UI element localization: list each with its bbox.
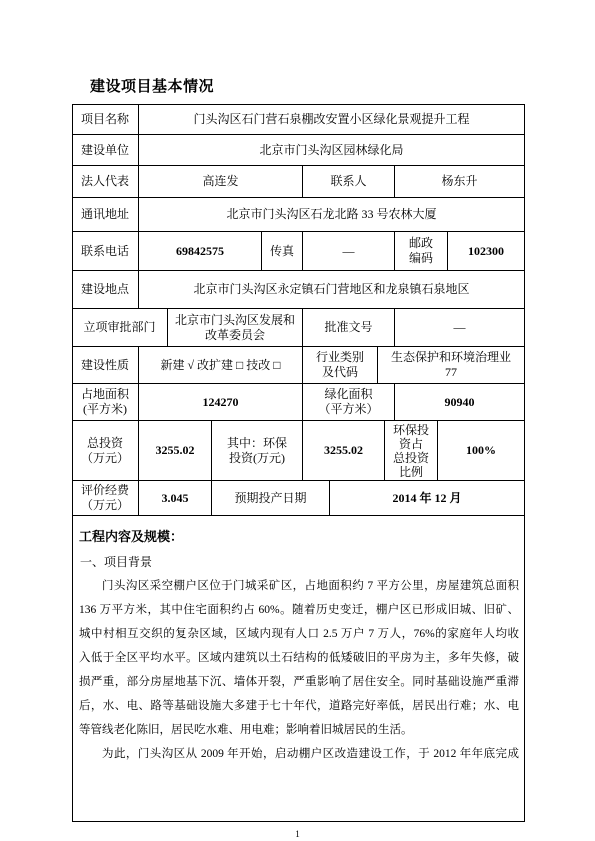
- paragraph-line: 损严重，部分房屋地基下沉、墙体开裂，严重影响了居住安全。同时基础设施严重滞: [79, 676, 519, 688]
- assessment-fee-label: 评价经费 （万元）: [72, 481, 139, 516]
- project-name-label: 项目名称: [72, 104, 139, 135]
- contact-person-label: 联系人: [303, 166, 395, 198]
- project-info-form: [72, 104, 525, 822]
- land-area-value: 124270: [139, 384, 303, 421]
- construction-unit-value: 北京市门头沟区园林绿化局: [139, 135, 525, 166]
- fax-value: —: [303, 232, 395, 271]
- paragraph-line: 136 万平方米，其中住宅面积约占 60%。随着历史变迁，棚户区已形成旧城、旧矿、: [79, 604, 519, 616]
- industry-category-label: 行业类别 及代码: [303, 347, 378, 384]
- mailing-address-label: 通讯地址: [72, 198, 139, 232]
- green-area-label: 绿化面积 （平方米）: [303, 384, 395, 421]
- industry-category-value: 生态保护和环境治理业 77: [378, 347, 525, 384]
- total-investment-label: 总投资 （万元）: [72, 421, 139, 481]
- approval-department-value: 北京市门头沟区发展和 改革委员会: [168, 309, 303, 347]
- environmental-investment-ratio-value: 100%: [438, 421, 525, 481]
- page-number: 1: [295, 829, 300, 839]
- postal-code-label: 邮政 编码: [395, 232, 448, 271]
- expected-production-date-value: 2014 年 12 月: [330, 481, 525, 516]
- project-content-section: [72, 516, 525, 822]
- paragraph-line: 后，水、电、路等基础设施大多建于七十年代，道路完好率低，居民出行难；水、电: [79, 700, 519, 712]
- project-name-value: 门头沟区石门营石泉棚改安置小区绿化景观提升工程: [139, 104, 525, 135]
- mailing-address-value: 北京市门头沟区石龙北路 33 号农林大厦: [139, 198, 525, 232]
- section-heading: 工程内容及规模：: [79, 529, 184, 544]
- assessment-fee-value: 3.045: [139, 481, 212, 516]
- paragraph-line: 入低于全区平均水平。区域内建筑以土石结构的低矮破旧的平房为主，多年失修，破: [79, 652, 519, 664]
- construction-unit-label: 建设单位: [72, 135, 139, 166]
- environmental-investment-ratio-label: 环保投 资占 总投资 比例: [385, 421, 438, 481]
- approval-department-label: 立项审批部门: [72, 309, 168, 347]
- construction-site-value: 北京市门头沟区永定镇石门营地区和龙泉镇石泉地区: [139, 271, 525, 309]
- phone-value: 69842575: [139, 232, 262, 271]
- paragraph-line: 为此，门头沟区从 2009 年开始，启动棚户区改造建设工作，于 2012 年年底完成: [102, 748, 519, 760]
- page-title: 建设项目基本情况: [90, 79, 215, 95]
- paragraph-line: 门头沟区采空棚户区位于门城采矿区，占地面积约 7 平方公里，房屋建筑总面积: [102, 580, 519, 592]
- green-area-value: 90940: [395, 384, 525, 421]
- construction-nature-value: 新建 √ 改扩建 □ 技改 □: [139, 347, 303, 384]
- legal-representative-value: 高连发: [139, 166, 303, 198]
- contact-person-value: 杨东升: [395, 166, 525, 198]
- construction-site-label: 建设地点: [72, 271, 139, 309]
- legal-representative-label: 法人代表: [72, 166, 139, 198]
- approval-number-label: 批准文号: [303, 309, 395, 347]
- land-area-label: 占地面积 (平方米): [72, 384, 139, 421]
- paragraph-line: 等管线老化陈旧，居民吃水难、用电难；影响着旧城居民的生活。: [79, 724, 413, 736]
- expected-production-date-label: 预期投产日期: [212, 481, 330, 516]
- approval-number-value: —: [395, 309, 525, 347]
- postal-code-value: 102300: [448, 232, 525, 271]
- environmental-investment-label: 其中：环保 投资(万元): [212, 421, 303, 481]
- phone-label: 联系电话: [72, 232, 139, 271]
- subsection-title: 一、项目背景: [80, 555, 153, 569]
- total-investment-value: 3255.02: [139, 421, 212, 481]
- fax-label: 传真: [262, 232, 303, 271]
- environmental-investment-value: 3255.02: [303, 421, 385, 481]
- construction-nature-label: 建设性质: [72, 347, 139, 384]
- paragraph-line: 城中村相互交织的复杂区域，区域内现有人口 2.5 万户 7 万人，76%的家庭年人均收: [79, 628, 519, 640]
- body-text: [79, 574, 519, 766]
